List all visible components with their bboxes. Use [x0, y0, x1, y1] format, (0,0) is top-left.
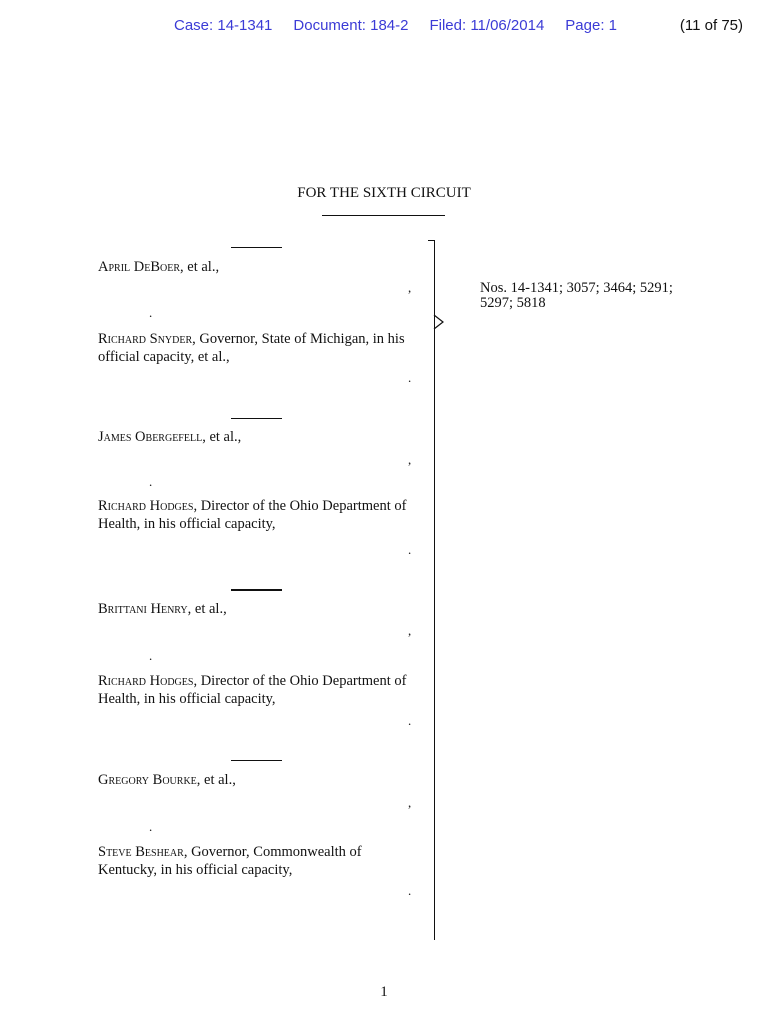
case-3-rule: [231, 589, 282, 591]
case-3-plaintiff: [98, 600, 416, 618]
case-3-dot: .: [149, 648, 153, 663]
filed-date-label: Filed: 11/06/2014: [429, 17, 545, 34]
case-1-comma: ,: [408, 280, 412, 295]
case-1-dot: .: [149, 305, 153, 320]
caption-bracket-chevron: [433, 314, 445, 330]
case-numbers: Nos. 14-1341; 3057; 3464; 5291; 5297; 5818: [480, 280, 673, 311]
case-2-period: .: [408, 542, 412, 557]
case-4-dot: .: [149, 819, 153, 834]
case-3-defendant-suffix: , Director of the Ohio Department of Health, in his official capacity,: [98, 673, 407, 707]
case-2-plaintiff: [98, 428, 416, 446]
case-2-plaintiff-suffix: , et al.,: [202, 429, 242, 445]
case-4-rule: [231, 760, 282, 761]
page-label: Page: 1: [565, 17, 618, 34]
filing-meta: [174, 17, 638, 34]
case-4-defendant-suffix: , Governor, Commonwealth of Kentucky, in his official capacity,: [98, 844, 362, 878]
case-3-comma: ,: [408, 623, 412, 638]
case-number-label: Case: 14-1341: [174, 17, 273, 34]
case-1-rule: [231, 247, 282, 248]
case-2-dot: .: [149, 474, 153, 489]
case-2-plaintiff-name: James Obergefell: [98, 429, 203, 445]
case-2-rule: [231, 418, 282, 419]
case-1-defendant-suffix: , Governor, State of Michigan, in his official capacity, et al.,: [98, 331, 405, 365]
case-3-plaintiff-suffix: , et al.,: [187, 601, 227, 617]
case-3-plaintiff-name: Brittani Henry: [98, 601, 188, 617]
case-2-comma: ,: [408, 452, 412, 467]
case-3-defendant: [98, 672, 416, 708]
filing-header: [0, 17, 768, 37]
case-3-defendant-name: Richard Hodges: [98, 673, 194, 689]
case-1-plaintiff-name: April DeBoer: [98, 259, 181, 275]
case-4-defendant: [98, 843, 416, 879]
page-count-label: (11 of 75): [679, 17, 743, 34]
case-1-period: .: [408, 370, 412, 385]
case-4-plaintiff-suffix: , et al.,: [196, 772, 236, 788]
page-number: 1: [380, 984, 388, 1000]
case-2-defendant: [98, 497, 416, 533]
caption-bracket-line: [434, 240, 435, 940]
case-4-plaintiff: [98, 771, 416, 789]
case-2-defendant-name: Richard Hodges: [98, 498, 194, 514]
court-title: FOR THE SIXTH CIRCUIT: [297, 185, 471, 201]
case-4-period: .: [408, 883, 412, 898]
case-1-defendant: [98, 330, 416, 366]
court-title-rule: [322, 215, 445, 216]
case-2-defendant-suffix: , Director of the Ohio Department of Health, in his official capacity,: [98, 498, 407, 532]
case-4-defendant-name: Steve Beshear: [98, 844, 184, 860]
case-4-plaintiff-name: Gregory Bourke: [98, 772, 197, 788]
case-1-plaintiff: [98, 258, 416, 276]
case-1-defendant-name: Richard Snyder: [98, 331, 193, 347]
case-4-comma: ,: [408, 795, 412, 810]
case-3-period: .: [408, 713, 412, 728]
document-number-label: Document: 184-2: [293, 17, 409, 34]
case-1-plaintiff-suffix: , et al.,: [180, 259, 220, 275]
